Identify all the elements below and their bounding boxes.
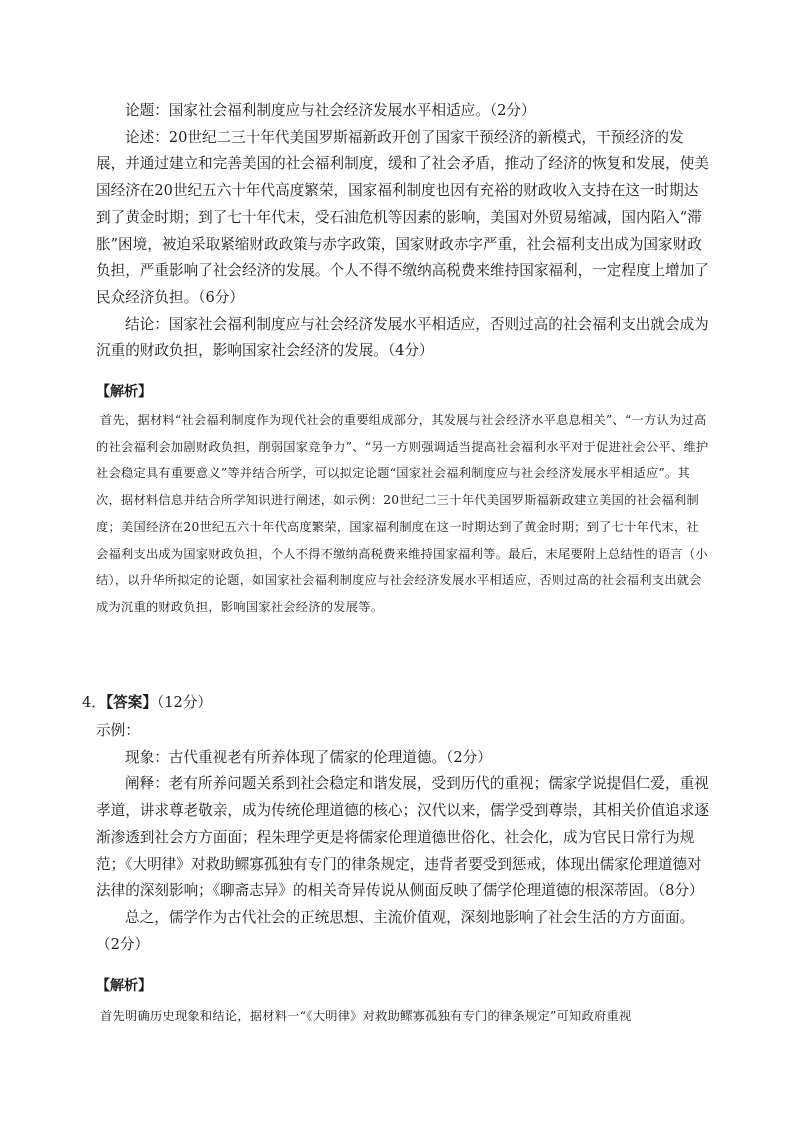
- q4-analysis-text: 首先明确历史现象和结论，据材料一“《大明律》对救助鳏寡孤独有专门的律条规定”可知政府重视: [100, 1009, 632, 1023]
- q3-argument: 论述：20世纪二三十年代美国罗斯福新政开创了国家干预经济的新模式，干预经济的发展，并通过建立和完善美国的社会福利制度，缓和了社会矛盾，推动了经济的恢复和发展，使美国经济在20世纪五六十年代高度繁荣，国家福利制度也因有充裕的财政收入支持在这一时期达到了黄金时期；到了七十年代末，受石油危机等因素的影响，美国对外贸易缩减，国内陷入“滞胀”困境，被迫采取紧缩财政政策与赤字政策，国家财政赤字严重，社会福利支出成为国家财政负担，严重影响了社会经济的发展。个人不得不缴纳高税费来维持国家福利，一定程度上增加了民众经济负担。（6分）: [96, 128, 709, 306]
- q3-answer-section: [96, 98, 710, 365]
- q4-score: （12分）: [156, 694, 213, 711]
- q4-example-label: 示例：: [96, 722, 140, 739]
- q3-topic: 论题：国家社会福利制度应与社会经济发展水平相适应。（2分）: [125, 102, 536, 119]
- q4-explanation: 阐释：老有所养问题关系到社会稳定和谐发展，受到历代的重视；儒家学说提倡仁爱，重视孝道，讲求尊老敬亲，成为传统伦理道德的核心；汉代以来，儒学受到尊崇，其相关价值追求逐渐渗透到社会方方面面；程朱理学更是将儒家伦理道德世俗化、社会化，成为官民日常行为规范；《大明律》对救助鳏寡孤独有专门的律条规定，违背者要受到惩戒，体现出儒家伦理道德对法律的深刻影响；《聊斋志异》的相关奇异传说从侧面反映了儒学伦理道德的根深蒂固。（8分）: [96, 775, 709, 900]
- q4-answer-header: [82, 690, 212, 716]
- q4-analysis-section: [96, 973, 710, 1030]
- q4-summary: 总之，儒学作为古代社会的正统思想、主流价值观，深刻地影响了社会生活的方方面面。（2分）: [96, 908, 695, 953]
- q3-analysis-section: [96, 379, 710, 621]
- q3-conclusion: 结论：国家社会福利制度应与社会经济发展水平相适应，否则过高的社会福利支出就会成为沉重的财政负担，影响国家社会经济的发展。（4分）: [96, 315, 709, 360]
- q3-analysis-heading: 【解析】: [96, 384, 152, 400]
- q3-analysis-text: 首先，据材料“社会福利制度作为现代社会的重要组成部分，其发展与社会经济水平息息相关”、“一方认为过高的社会福利会加剧财政负担，削弱国家竞争力”、“另一方则强调适当提高社会福利水平对于促进社会公平、维护社会稳定具有重要意义”等并结合所学，可以拟定论题“国家社会福利制度应与社会经济发展水平相适应”。其次，据材料信息并结合所学知识进行阐述，如示例：20世纪二三十年代美国罗斯福新政建立美国的社会福利制度；美国经济在20世纪五六十年代高度繁荣，国家福利制度在这一时期达到了黄金时期；到了七十年代末，社会福利支出成为国家财政负担，个人不得不缴纳高税费来维持国家福利等。最后，末尾要附上总结性的语言（小结），以升华所拟定的论题，如国家社会福利制度应与社会经济发展水平相适应，否则过高的社会福利支出就会成为沉重的财政负担，影响国家社会经济的发展等。: [96, 413, 709, 614]
- q4-analysis-heading: 【解析】: [96, 978, 152, 994]
- q4-phenomenon: 现象：古代重视老有所养体现了儒家的伦理道德。（2分）: [125, 748, 492, 766]
- q4-answer-label: 【答案】: [105, 694, 157, 711]
- q4-answer-section: [96, 718, 710, 958]
- q4-number: 4．: [82, 694, 106, 711]
